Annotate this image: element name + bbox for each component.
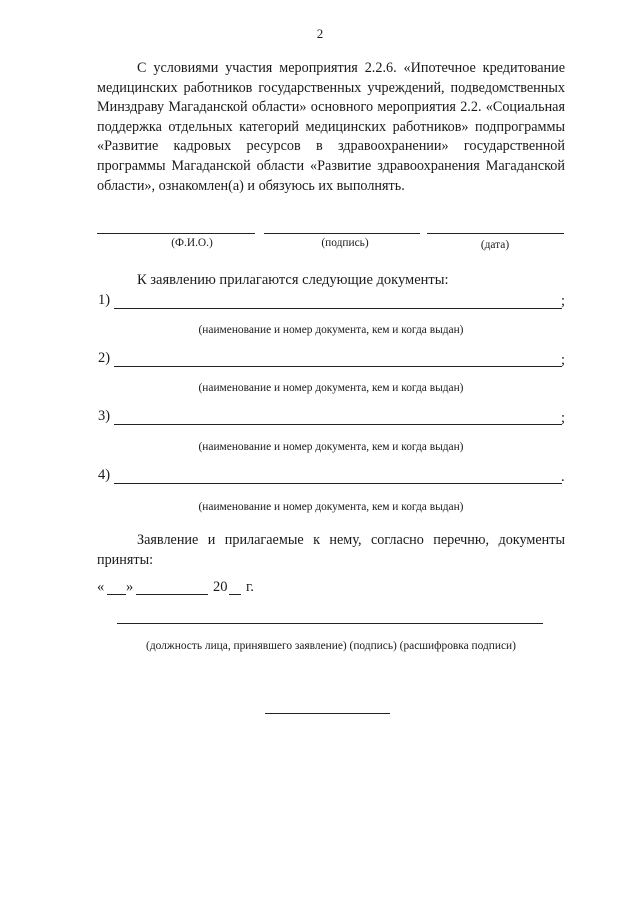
day-blank [107,594,126,595]
attachment-end-mark: . [561,469,565,485]
fio-caption: (Ф.И.О.) [171,237,213,249]
attachment-number: 4) [98,467,111,483]
attachment-end-mark: ; [561,293,566,309]
date-line [427,233,564,234]
date-caption: (дата) [480,239,510,251]
intro-paragraph: С условиями участия мероприятия 2.2.6. «Ипотечное кредитование медицинских работников государственных учреждений, подведомственных Минздраву Магаданской области» основного мероприятия 2.2. «Социальная поддержка отдельных категорий медицинских работников» подпрограммы «Развитие кадровых ресурсов в здравоохранении» государственной программы Магаданской области «Развитие здравоохранения Магаданской области», ознакомлен(а) и обязуюсь их выполнять. [97,60,565,194]
attachment-line [114,424,562,425]
end-separator [265,713,390,714]
year-blank [229,594,241,595]
attachment-caption: (наименование и номер документа, кем и когда выдан) [198,501,464,513]
page-number: 2 [316,26,324,41]
fio-line [97,233,255,234]
attachment-caption: (наименование и номер документа, кем и когда выдан) [198,324,464,336]
attachment-end-mark: ; [561,352,566,368]
signature-caption: (подпись) [321,237,369,249]
attachment-caption: (наименование и номер документа, кем и когда выдан) [198,441,464,453]
attachment-number: 2) [98,350,111,366]
official-signature-line [117,623,543,624]
attachment-end-mark: ; [561,410,566,426]
official-caption: (должность лица, принявшего заявление) (подпись) (расшифровка подписи) [146,640,516,652]
attachment-line [114,308,562,309]
attachment-line [114,366,562,367]
attachments-heading: К заявлению прилагаются следующие документы: [137,272,449,288]
month-blank [136,594,208,595]
year-suffix: г. [246,579,254,595]
attachment-line [114,483,562,484]
year-prefix: 20 [213,579,228,595]
date-open-quote: « [97,579,105,595]
signature-line [264,233,420,234]
date-close-quote: » [126,579,134,595]
attachment-caption: (наименование и номер документа, кем и когда выдан) [198,382,464,394]
attachment-number: 3) [98,408,111,424]
attachment-number: 1) [98,292,111,308]
acceptance-paragraph: Заявление и прилагаемые к нему, согласно перечню, документы приняты: [97,532,565,568]
